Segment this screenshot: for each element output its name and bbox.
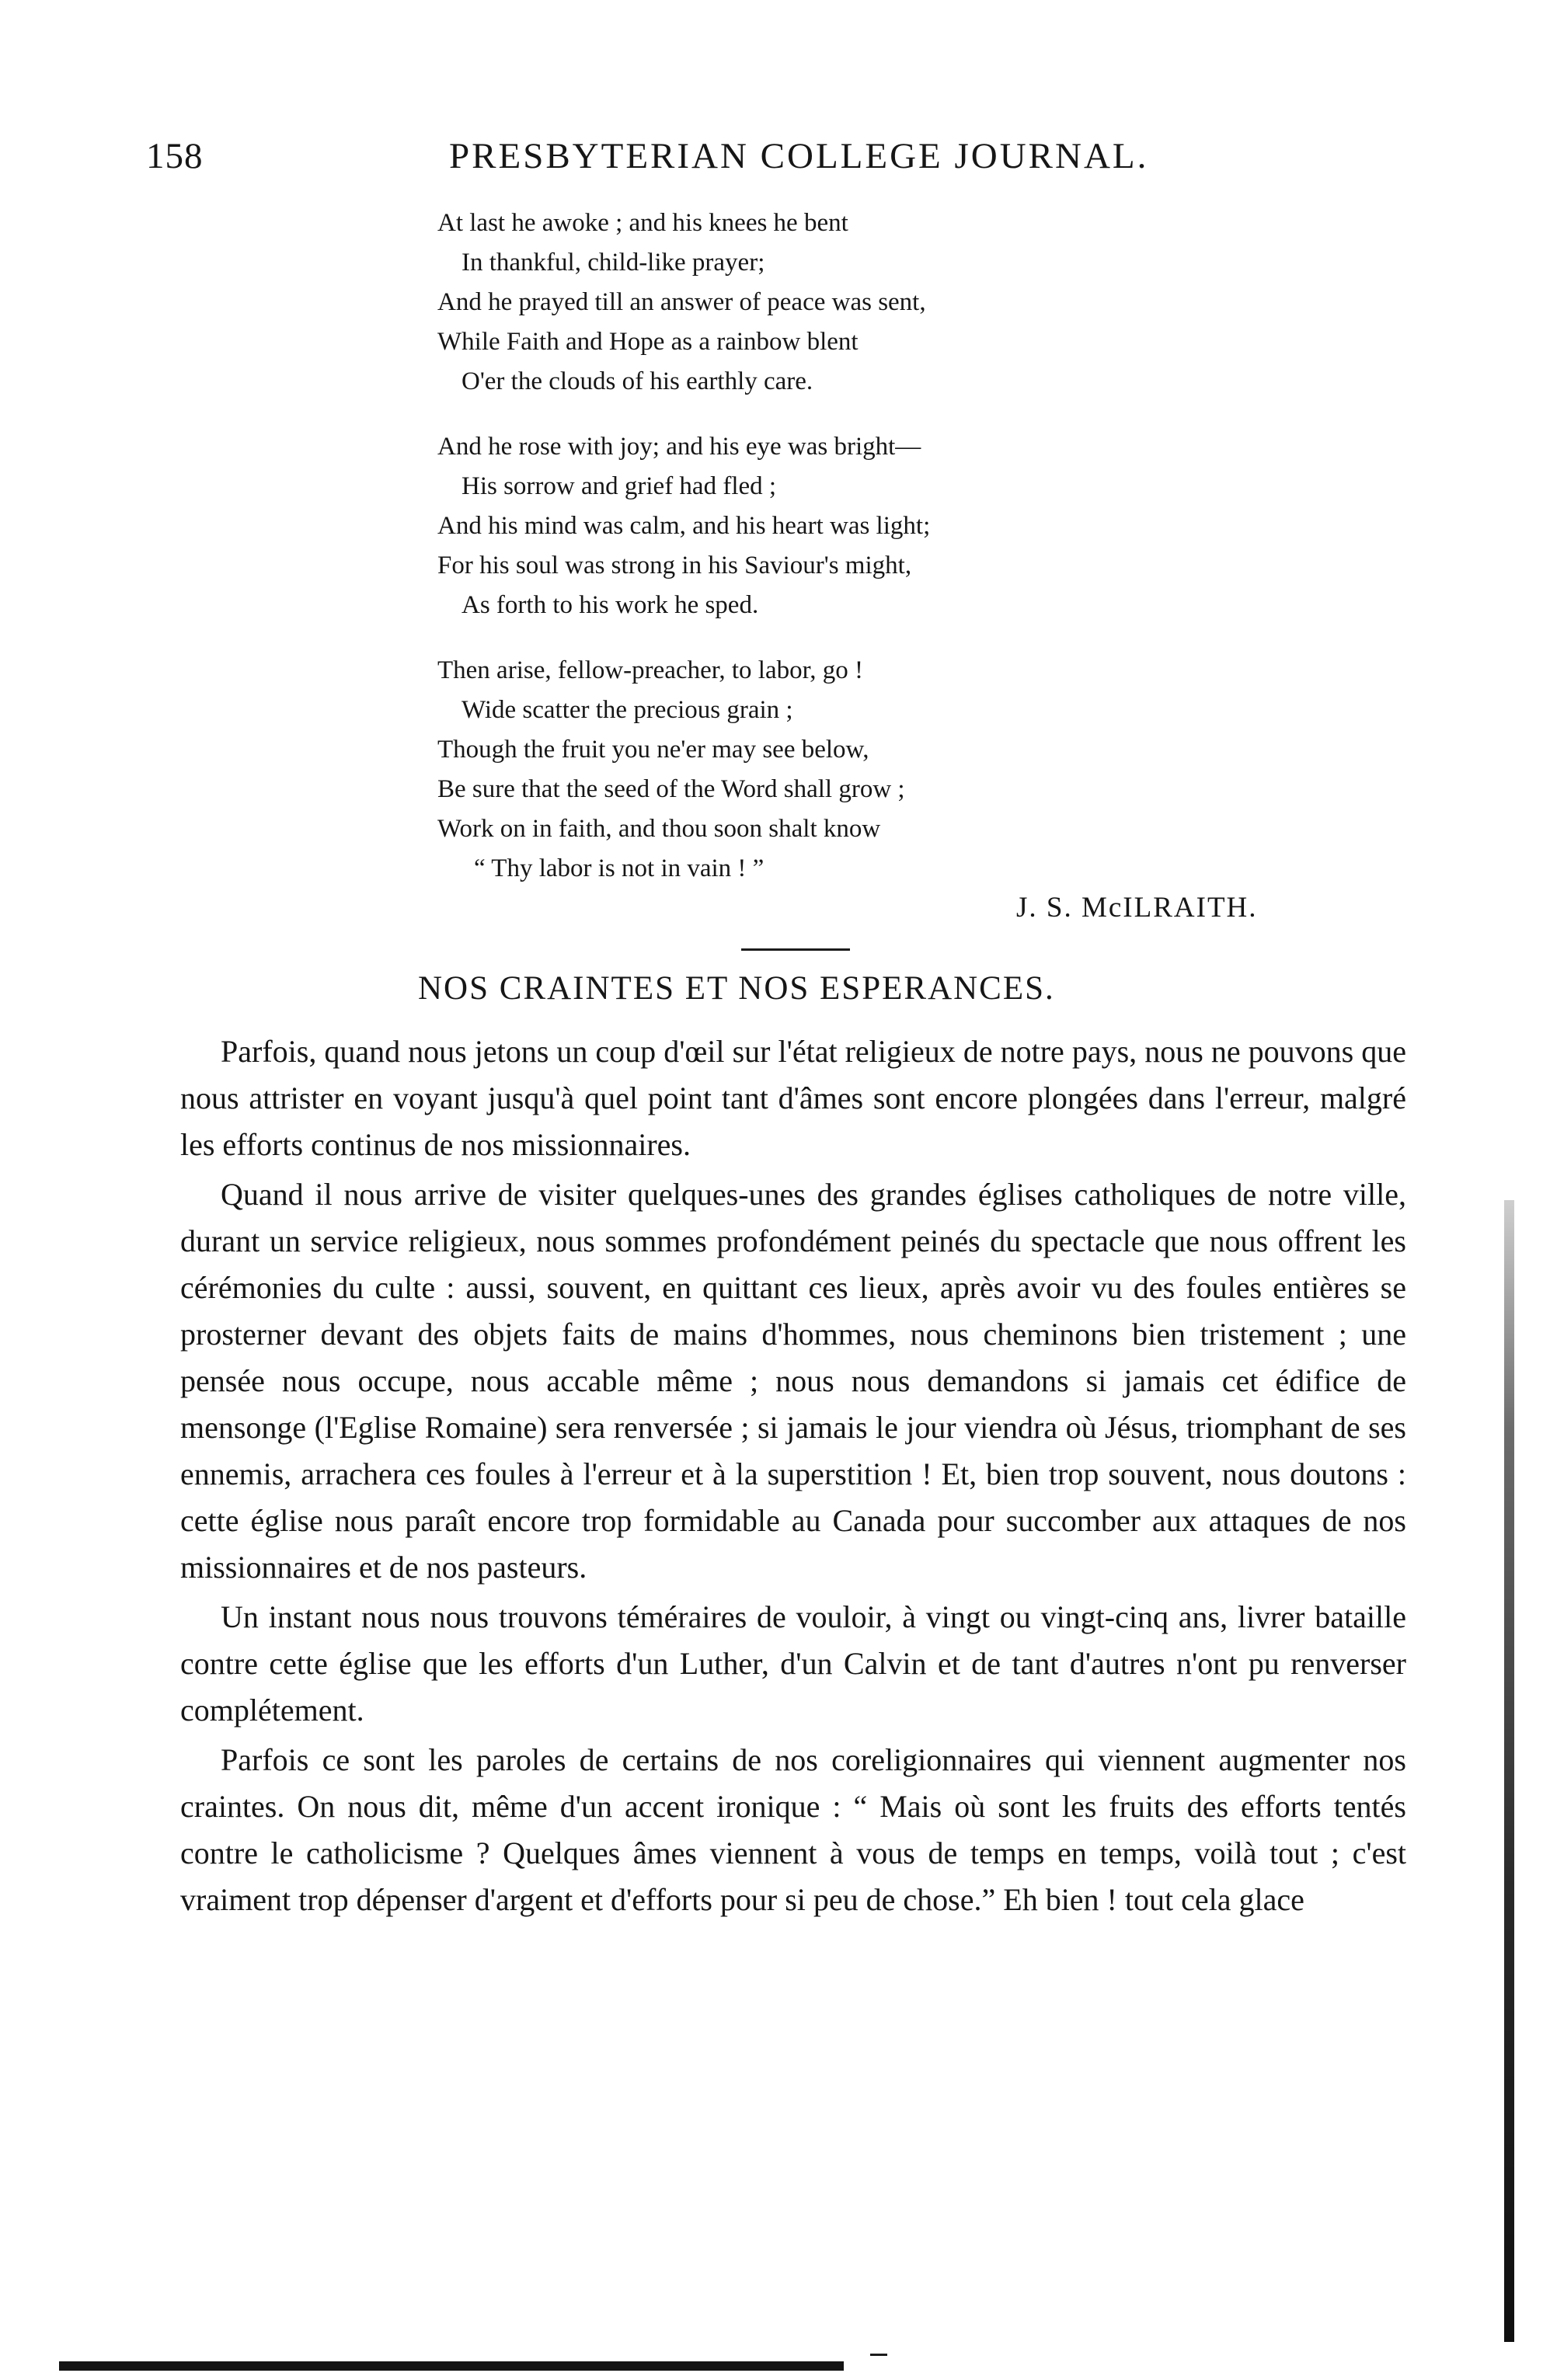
article-title: NOS CRAINTES ET NOS ESPERANCES. <box>418 970 1055 1007</box>
poem-line: His sorrow and grief had fled ; <box>462 472 777 500</box>
poem-line: O'er the clouds of his earthly care. <box>462 367 813 395</box>
section-divider <box>741 948 850 951</box>
poem-line: Though the fruit you ne'er may see below, <box>437 736 869 764</box>
poem-line: In thankful, child-like prayer; <box>462 249 765 277</box>
poem-line: And he rose with joy; and his eye was bright— <box>437 433 921 461</box>
poem-line: Wide scatter the precious grain ; <box>462 696 793 724</box>
bottom-dash-mark <box>870 2354 887 2356</box>
article-paragraph: Un instant nous nous trouvons téméraires de vouloir, à vingt ou vingt-cinq ans, livrer bataille contre cette église que les efforts d'un Luther, d'un Calvin et de tant d'autres n'ont pu renverser complétement. <box>180 1599 1406 1728</box>
poem-line: At last he awoke ; and his knees he bent <box>437 209 848 237</box>
poem-line: As forth to his work he sped. <box>462 591 759 619</box>
article-paragraph: Quand il nous arrive de visiter quelques-unes des grandes églises catholiques de notre ville, durant un service religieux, nous sommes profondément peinés du spectacle que nous offrent les cérémonies du culte : aussi, souvent, en quittant ces lieux, après avoir vu des foules entières se prosterner devant des objets faits de mains d'hommes, nous cheminons bien tristement ; une pensée nous occupe, nous accable même ; nous nous demandons si jamais cet édifice de mensonge (l'Eglise Romaine) sera renversée ; si jamais le jour viendra où Jésus, triomphant de ses ennemis, arrachera ces foules à l'erreur et à la superstition ! Et, bien trop souvent, nous doutons : cette église nous paraît encore trop formidable au Canada pour succomber aux attaques de nos missionnaires et de nos pasteurs. <box>180 1177 1406 1585</box>
poem-author: J. S. McILRAITH. <box>1016 892 1258 924</box>
poem-line: Then arise, fellow-preacher, to labor, go ! <box>437 656 864 684</box>
poem-stanza <box>0 651 1543 889</box>
article-body <box>180 1028 1406 1926</box>
poem-stanza <box>0 204 1543 402</box>
poem-stanza <box>0 427 1543 625</box>
bottom-scan-edge <box>59 2361 844 2371</box>
page-number: 158 <box>146 136 204 176</box>
running-title: PRESBYTERIAN COLLEGE JOURNAL. <box>449 136 1149 176</box>
poem <box>0 204 1543 914</box>
article-paragraph: Parfois, quand nous jetons un coup d'œil sur l'état religieux de notre pays, nous ne pouvons que nous attrister en voyant jusqu'à quel point tant d'âmes sont encore plongées dans l'erreur, malgré les efforts continus de nos missionnaires. <box>180 1034 1406 1162</box>
poem-line: “ Thy labor is not in vain ! ” <box>474 854 765 882</box>
margin-scan-edge <box>1504 1200 1514 2342</box>
poem-line: Work on in faith, and thou soon shalt know <box>437 815 881 843</box>
poem-line: Be sure that the seed of the Word shall grow ; <box>437 775 905 803</box>
poem-line: While Faith and Hope as a rainbow blent <box>437 328 859 356</box>
poem-line: And his mind was calm, and his heart was light; <box>437 512 931 540</box>
poem-line: For his soul was strong in his Saviour's might, <box>437 552 912 579</box>
article-paragraph: Parfois ce sont les paroles de certains de nos coreligionnaires qui viennent augmenter nos craintes. On nous dit, même d'un accent ironique : “ Mais où sont les fruits des efforts tentés contre le catholicisme ? Quelques âmes viennent à vous de temps en temps, voilà tout ; c'est vraiment trop dépenser d'argent et d'efforts pour si peu de chose.” Eh bien ! tout cela glace <box>180 1742 1406 1917</box>
poem-line: And he prayed till an answer of peace was sent, <box>437 288 926 316</box>
